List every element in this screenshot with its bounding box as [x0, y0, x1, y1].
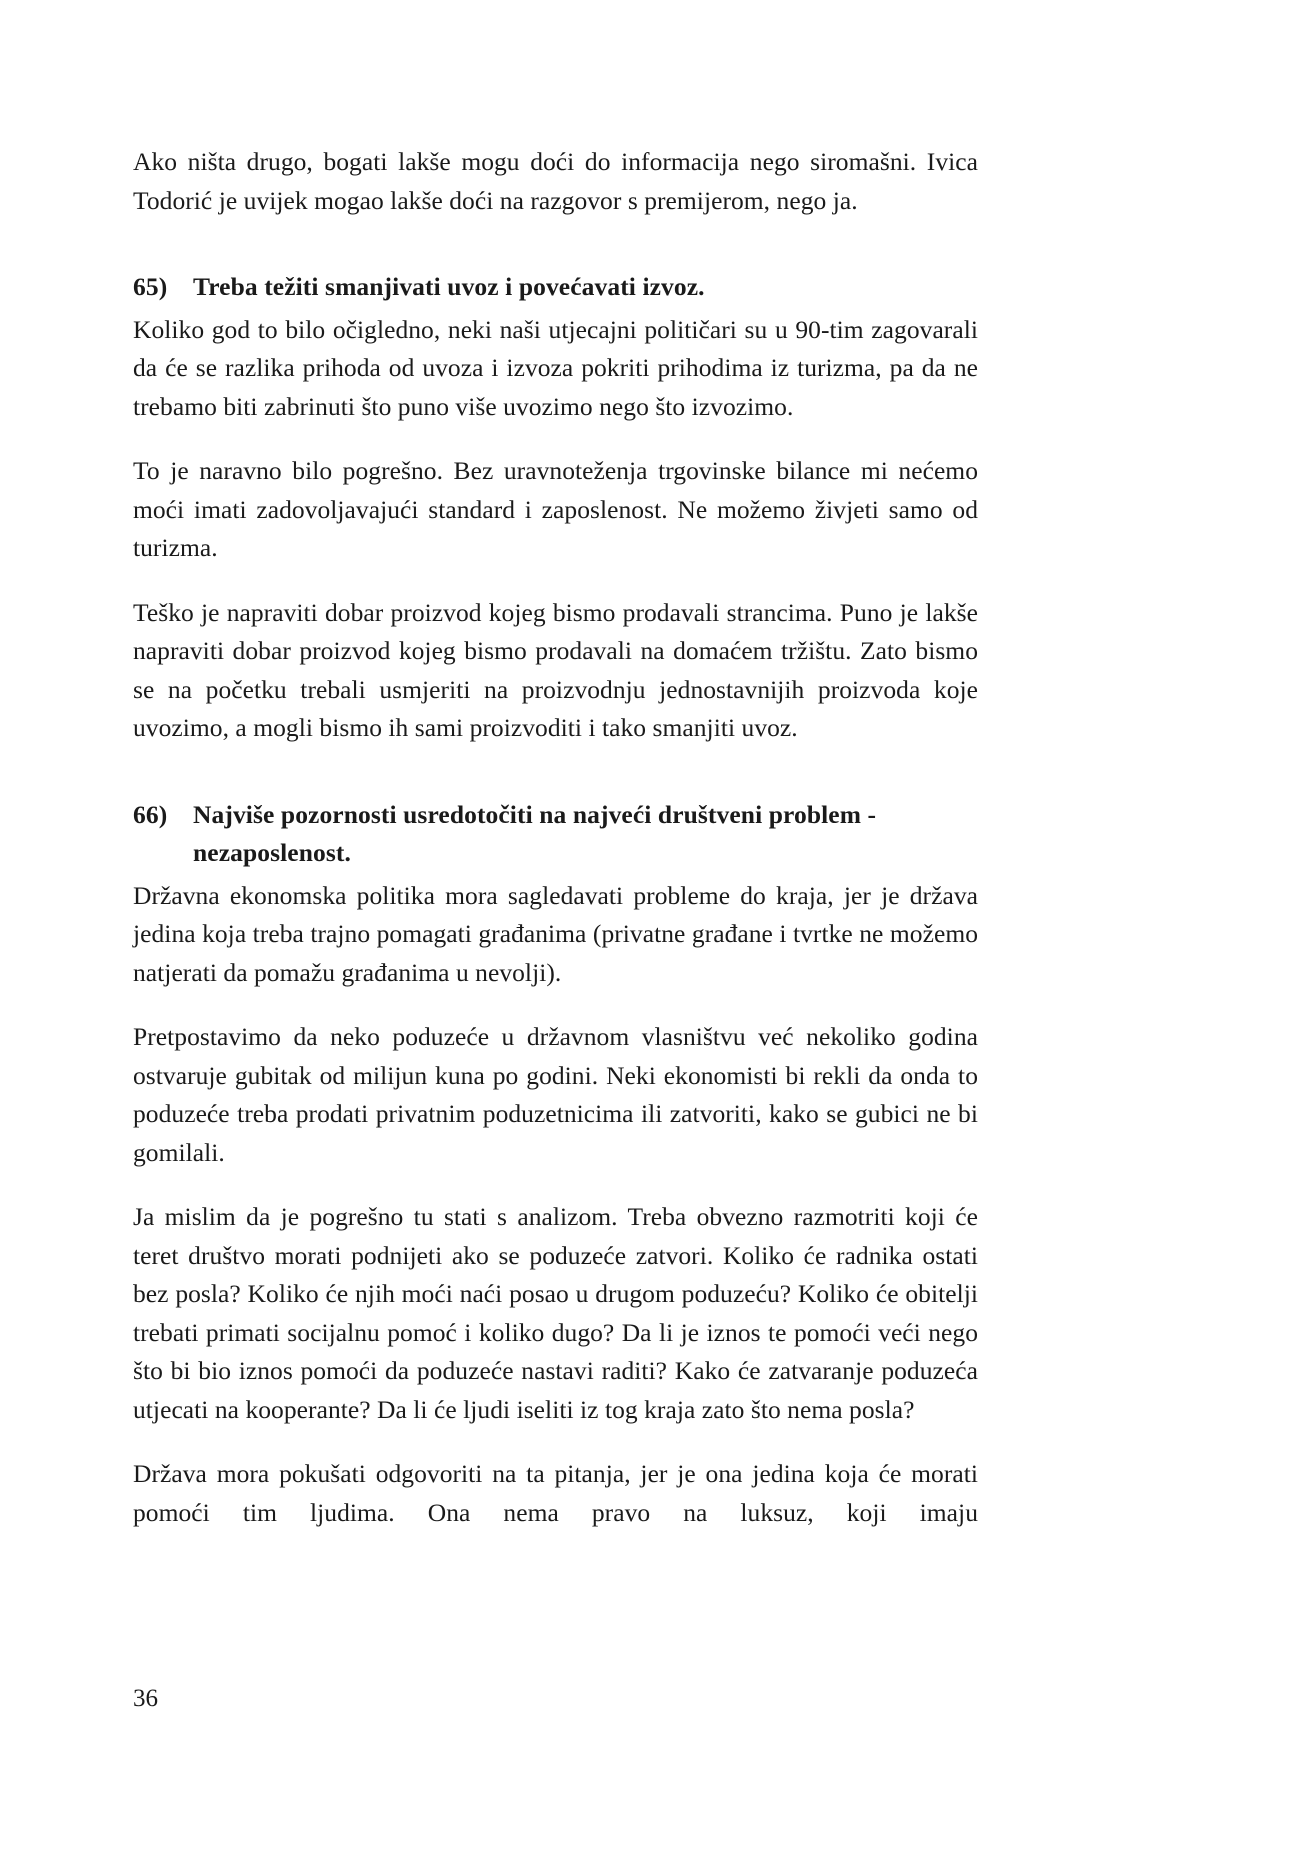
heading-66: [133, 796, 978, 873]
section-65: [133, 268, 978, 748]
paragraph-65-3: Teško je napraviti dobar proizvod kojeg bismo prodavali strancima. Puno je lakše napraviti dobar proizvod kojeg bismo prodavali na domaćem tržištu. Zato bismo se na početku trebali usmjeriti na proizvodnju jednostavnijih proizvoda koje uvozimo, a mogli bismo ih sami proizvoditi i tako smanjiti uvoz.: [133, 597, 978, 742]
paragraph-65-2: To je naravno bilo pogrešno. Bez uravnoteženja trgovinske bilance mi nećemo moći imati zadovoljavajući standard i zaposlenost. Ne možemo živjeti samo od turizma.: [133, 456, 978, 562]
paragraph-66-2: Pretpostavimo da neko poduzeće u državnom vlasništvu već nekoliko godina ostvaruje gubitak od milijun kuna po godini. Neki ekonomisti bi rekli da onda to poduzeće treba prodati privatnim poduzetnicima ili zatvoriti, kako se gubici ne bi gomilali.: [133, 1022, 978, 1167]
paragraph-66-3: Ja mislim da je pogrešno tu stati s analizom. Treba obvezno razmotriti koji će teret društvo morati podnijeti ako se poduzeće zatvori. Koliko će radnika ostati bez posla? Koliko će njih moći naći posao u drugom poduzeću? Koliko će obitelji trebati primati socijalnu pomoć i koliko dugo? Da li je iznos te pomoći veći nego što bi bio iznos pomoći da poduzeće nastavi raditi? Kako će zatvaranje poduzeća utjecati na kooperante? Da li će ljudi iseliti iz tog kraja zato što nema posla?: [133, 1202, 978, 1424]
paragraph-65-1: Koliko god to bilo očigledno, neki naši utjecajni političari su u 90-tim zagovarali da će se razlika prihoda od uvoza i izvoza pokriti prihodima iz turizma, pa da ne trebamo biti zabrinuti što puno više uvozimo nego što izvozimo.: [133, 314, 978, 421]
paragraph-66-1: Državna ekonomska politika mora sagledavati probleme do kraja, jer je država jedina koja treba trajno pomagati građanima (privatne građane i tvrtke ne možemo natjerati da pomažu građanima u nevolji).: [133, 880, 978, 987]
section-66: [133, 796, 978, 1533]
page-number: 36: [133, 1685, 158, 1712]
paragraph-66-4: Država mora pokušati odgovoriti na ta pitanja, jer je ona jedina koja će morati pomoći tim ljudima. Ona nema pravo na luksuz, koji imaju: [133, 1459, 978, 1527]
heading-66-text: Najviše pozornosti usredotočiti na najveći društveni problem - nezaposlenost.: [193, 799, 877, 867]
paragraph-intro: Ako ništa drugo, bogati lakše mogu doći do informacija nego siromašni. Ivica Todorić je uvijek mogao lakše doći na razgovor s premijerom, nego ja.: [133, 147, 978, 215]
page-content: [133, 143, 978, 1532]
heading-65: [133, 268, 978, 307]
heading-66-number: 66): [133, 799, 168, 829]
heading-65-text: Treba težiti smanjivati uvoz i povećavati izvoz.: [193, 272, 705, 301]
heading-65-number: 65): [133, 272, 168, 301]
